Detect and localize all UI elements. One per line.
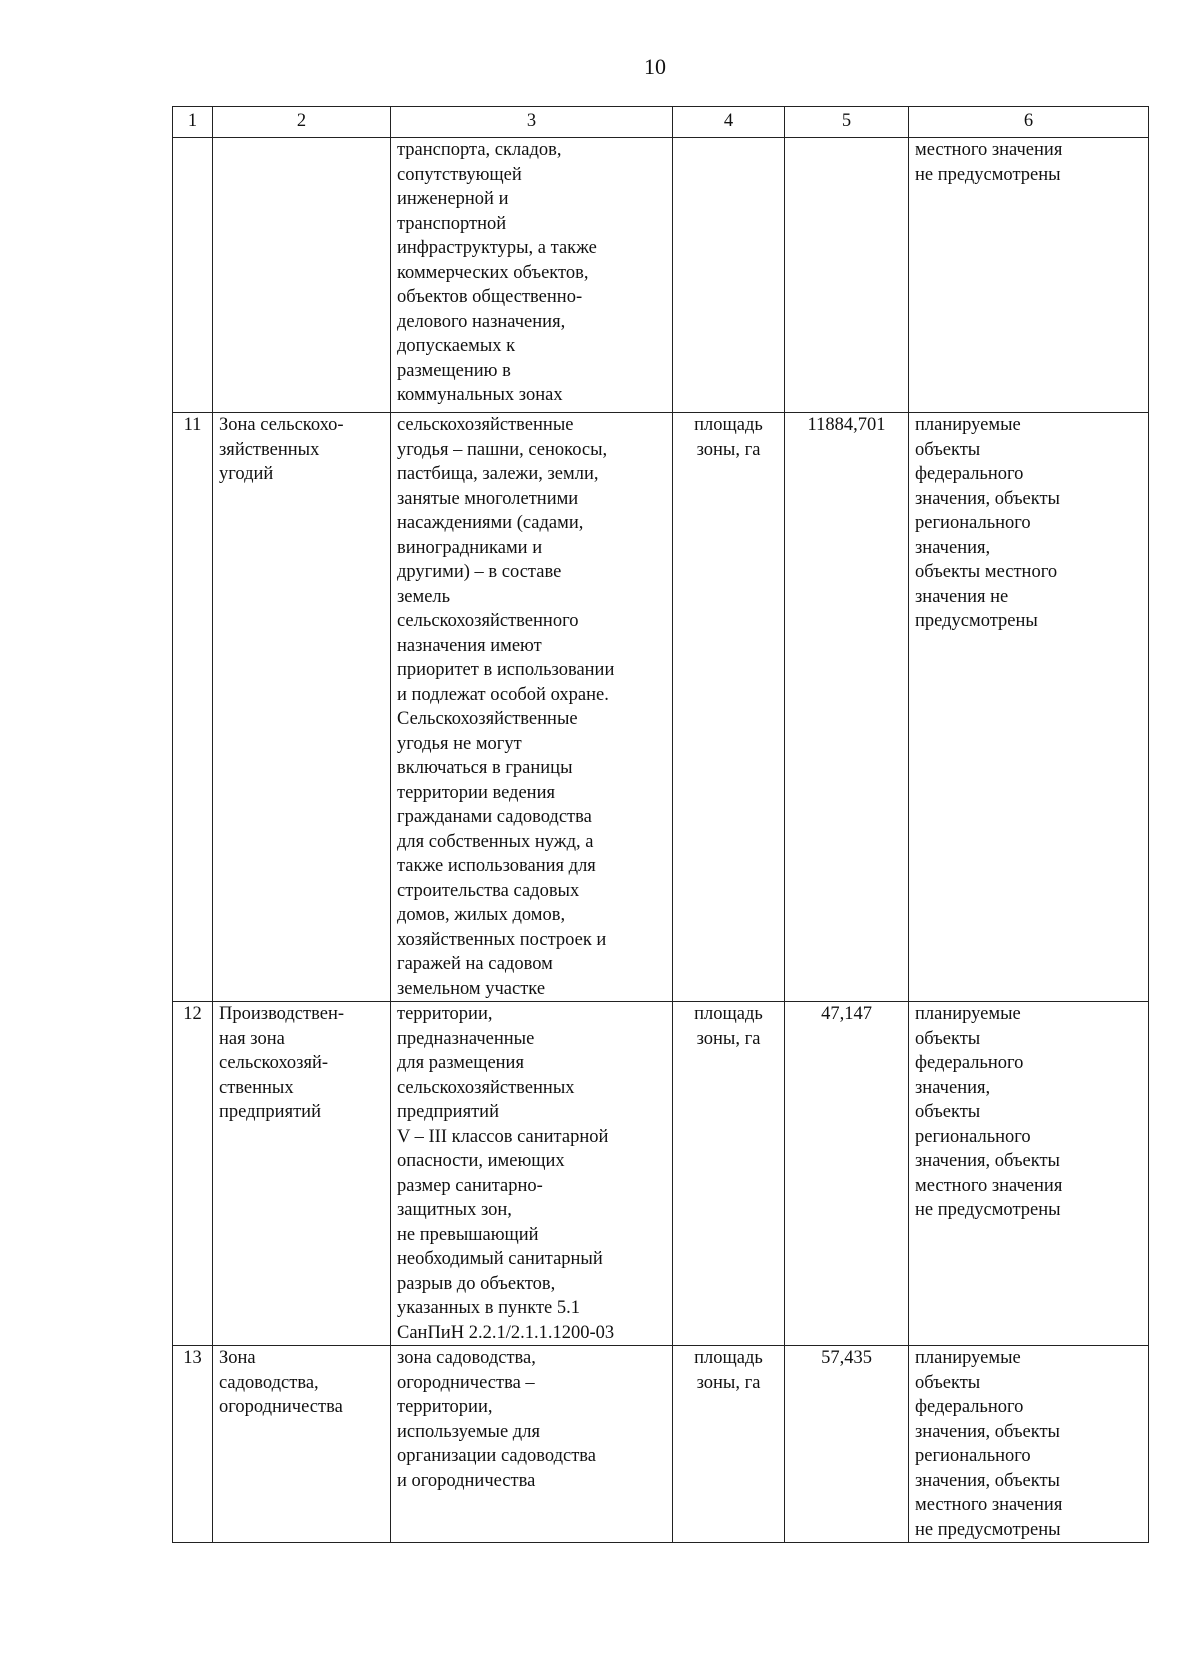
table-row: [173, 1346, 1149, 1543]
zone-name: Производствен- ная зона сельскохозяй- ственных предприятий: [213, 1002, 391, 1346]
header-col-6: 6: [909, 107, 1149, 138]
row-number: [173, 138, 213, 413]
header-col-5: 5: [785, 107, 909, 138]
planned-objects: планируемые объекты федерального значения, объекты регионального значения, объекты местного значения не предусмотрены: [909, 1346, 1149, 1543]
zone-name: Зона садоводства, огородничества: [213, 1346, 391, 1543]
header-col-2: 2: [213, 107, 391, 138]
zones-table: [172, 106, 1149, 1543]
page-number: 10: [644, 54, 666, 79]
zone-name: Зона сельскохо- зяйственных угодий: [213, 413, 391, 1002]
zone-indicator: [673, 138, 785, 413]
zone-description: транспорта, складов, сопутствующей инженерной и транспортной инфраструктуры, а также коммерческих объектов, объектов общественно- делового назначения, допускаемых к размещению в коммунальных зонах: [391, 138, 673, 413]
header-col-1: 1: [173, 107, 213, 138]
planned-objects: местного значения не предусмотрены: [909, 138, 1149, 413]
table-row: [173, 413, 1149, 1002]
planned-objects: планируемые объекты федерального значения, объекты регионального значения, объекты местного значения не предусмотрены: [909, 1002, 1149, 1346]
table-row: [173, 138, 1149, 413]
row-number: 11: [173, 413, 213, 1002]
table-header-row: [173, 107, 1149, 138]
row-number: 12: [173, 1002, 213, 1346]
header-col-3: 3: [391, 107, 673, 138]
zone-description: территории, предназначенные для размещения сельскохозяйственных предприятий V – III классов санитарной опасности, имеющих размер санитарно- защитных зон, не превышающий необходимый санитарный разрыв до объектов, указанных в пункте 5.1 СанПиН 2.2.1/2.1.1.1200-03: [391, 1002, 673, 1346]
zone-value: 11884,701: [785, 413, 909, 1002]
planned-objects: планируемые объекты федерального значения, объекты регионального значения, объекты местного значения не предусмотрены: [909, 413, 1149, 1002]
zone-description: сельскохозяйственные угодья – пашни, сенокосы, пастбища, залежи, земли, занятые многолетними насаждениями (садами, виноградниками и другими) – в составе земель сельскохозяйственного назначения имеют приоритет в использовании и подлежат особой охране. Сельскохозяйственные угодья не могут включаться в границы территории ведения гражданами садоводства для собственных нужд, а также использования для строительства садовых домов, жилых домов, хозяйственных построек и гаражей на садовом земельном участке: [391, 413, 673, 1002]
zone-indicator: площадь зоны, га: [673, 1346, 785, 1543]
header-col-4: 4: [673, 107, 785, 138]
zone-value: [785, 138, 909, 413]
zone-value: 57,435: [785, 1346, 909, 1543]
zone-indicator: площадь зоны, га: [673, 1002, 785, 1346]
table-row: [173, 1002, 1149, 1346]
zone-value: 47,147: [785, 1002, 909, 1346]
zone-name: [213, 138, 391, 413]
zone-description: зона садоводства, огородничества – территории, используемые для организации садоводства и огородничества: [391, 1346, 673, 1543]
row-number: 13: [173, 1346, 213, 1543]
zone-indicator: площадь зоны, га: [673, 413, 785, 1002]
